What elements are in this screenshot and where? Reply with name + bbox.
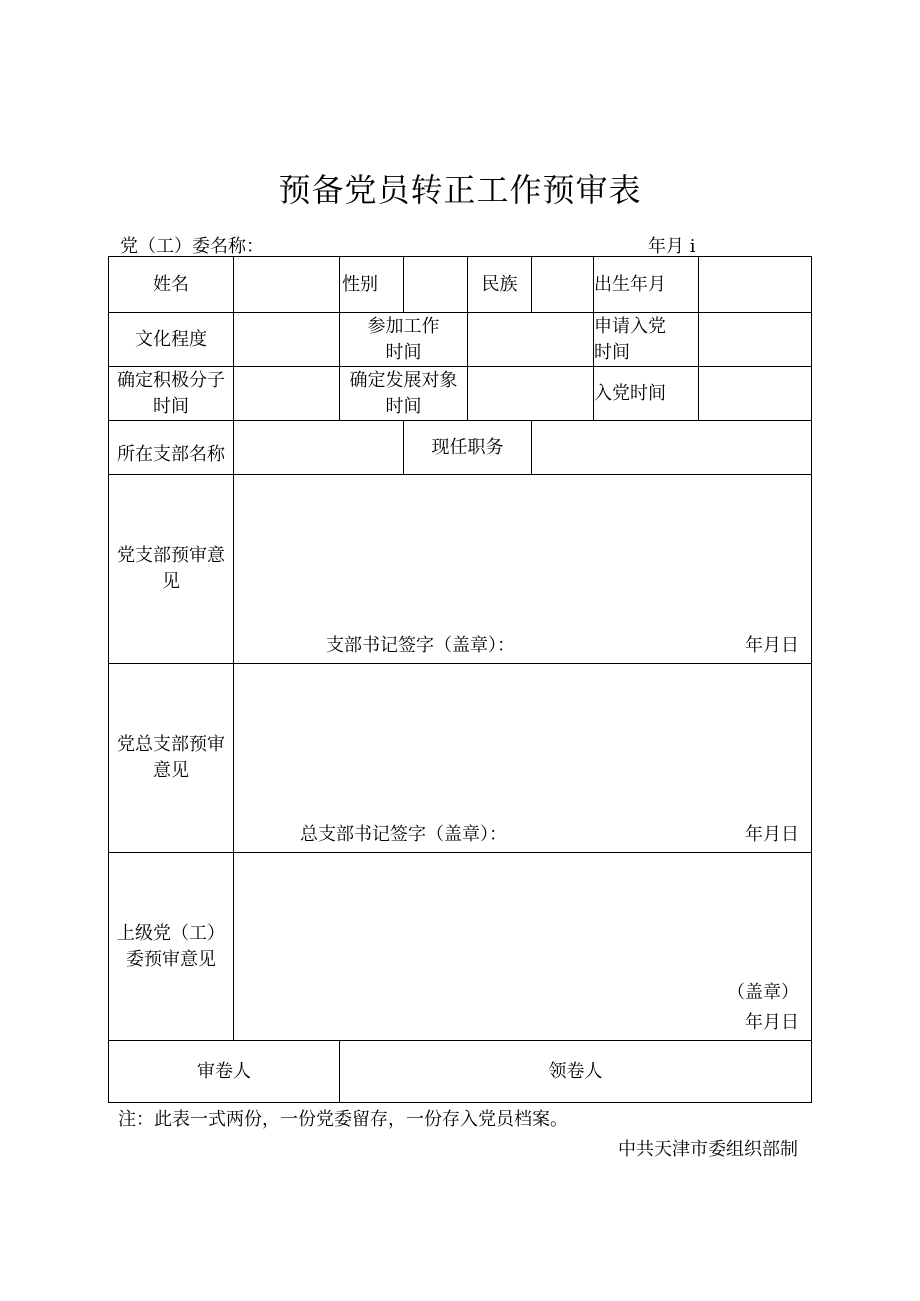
work-start-label: [340, 313, 468, 367]
branch-name-field[interactable]: [234, 421, 404, 475]
upper-opinion-label-line2: 委预审意见: [126, 948, 216, 970]
apply-label-line1: 申请入党: [594, 315, 666, 337]
gender-label: 性别: [340, 257, 404, 313]
branch-secretary-sign-label: 支部书记签字（盖章）：: [326, 635, 515, 656]
upper-opinion-label-line1: 上级党（工）: [117, 922, 225, 944]
review-form-table: [108, 256, 812, 1103]
activist-label-line2: 时间: [153, 395, 189, 417]
birth-label: 出生年月: [594, 257, 699, 313]
education-label: 文化程度: [109, 313, 234, 367]
upper-opinion-field[interactable]: [234, 853, 812, 1041]
upper-opinion-label: [109, 853, 234, 1041]
target-label-line2: 时间: [385, 395, 422, 417]
branch-name-label: 所在支部名称: [109, 421, 234, 475]
branch-opinion-label-line1: 党支部预审意: [117, 545, 225, 566]
ethnicity-label: 民族: [468, 257, 532, 313]
position-field[interactable]: [532, 421, 812, 475]
target-field[interactable]: [468, 367, 594, 421]
activist-field[interactable]: [234, 367, 340, 421]
form-maker: 中共天津市委组织部制: [618, 1139, 798, 1160]
branch-sign-date: 年月日: [745, 635, 799, 656]
form-note: 注：此表一式两份，一份党委留存，一份存入党员档案。: [118, 1109, 568, 1130]
name-field[interactable]: [234, 257, 340, 313]
apply-label: [594, 313, 699, 367]
gender-field[interactable]: [404, 257, 468, 313]
form-title: 预备党员转正工作预审表: [278, 171, 642, 209]
name-label: 姓名: [109, 257, 234, 313]
general-opinion-label-line1: 党总支部预审: [117, 734, 225, 755]
join-time-label: 入党时间: [594, 367, 699, 421]
general-opinion-label-line2: 意见: [153, 760, 189, 781]
work-start-label-line1: 参加工作: [367, 315, 440, 337]
education-field[interactable]: [234, 313, 340, 367]
general-opinion-label: [109, 664, 234, 853]
reviewer-label: 审卷人: [109, 1041, 340, 1103]
work-start-field[interactable]: [468, 313, 594, 367]
header-date-label: 年月 i: [648, 236, 696, 257]
apply-label-line2: 时间: [594, 341, 630, 363]
activist-label: [109, 367, 234, 421]
general-opinion-field[interactable]: [234, 664, 812, 853]
work-start-label-line2: 时间: [385, 341, 422, 363]
upper-sign-date: 年月日: [745, 1012, 799, 1033]
general-secretary-sign-label: 总支部书记签字（盖章）：: [300, 824, 507, 845]
branch-opinion-label: [109, 475, 234, 664]
join-time-field[interactable]: [699, 367, 812, 421]
branch-opinion-field[interactable]: [234, 475, 812, 664]
upper-seal-label: （盖章）: [727, 982, 799, 1003]
ethnicity-field[interactable]: [532, 257, 594, 313]
receiver-label: 领卷人: [340, 1041, 812, 1103]
target-label-line1: 确定发展对象: [349, 369, 458, 391]
branch-opinion-label-line2: 见: [162, 571, 180, 592]
birth-field[interactable]: [699, 257, 812, 313]
apply-field[interactable]: [699, 313, 812, 367]
committee-name-label: 党（工）委名称：: [120, 236, 264, 257]
position-label: 现任职务: [404, 421, 532, 475]
general-sign-date: 年月日: [745, 824, 799, 845]
activist-label-line1: 确定积极分子: [117, 369, 225, 391]
target-label: [340, 367, 468, 421]
